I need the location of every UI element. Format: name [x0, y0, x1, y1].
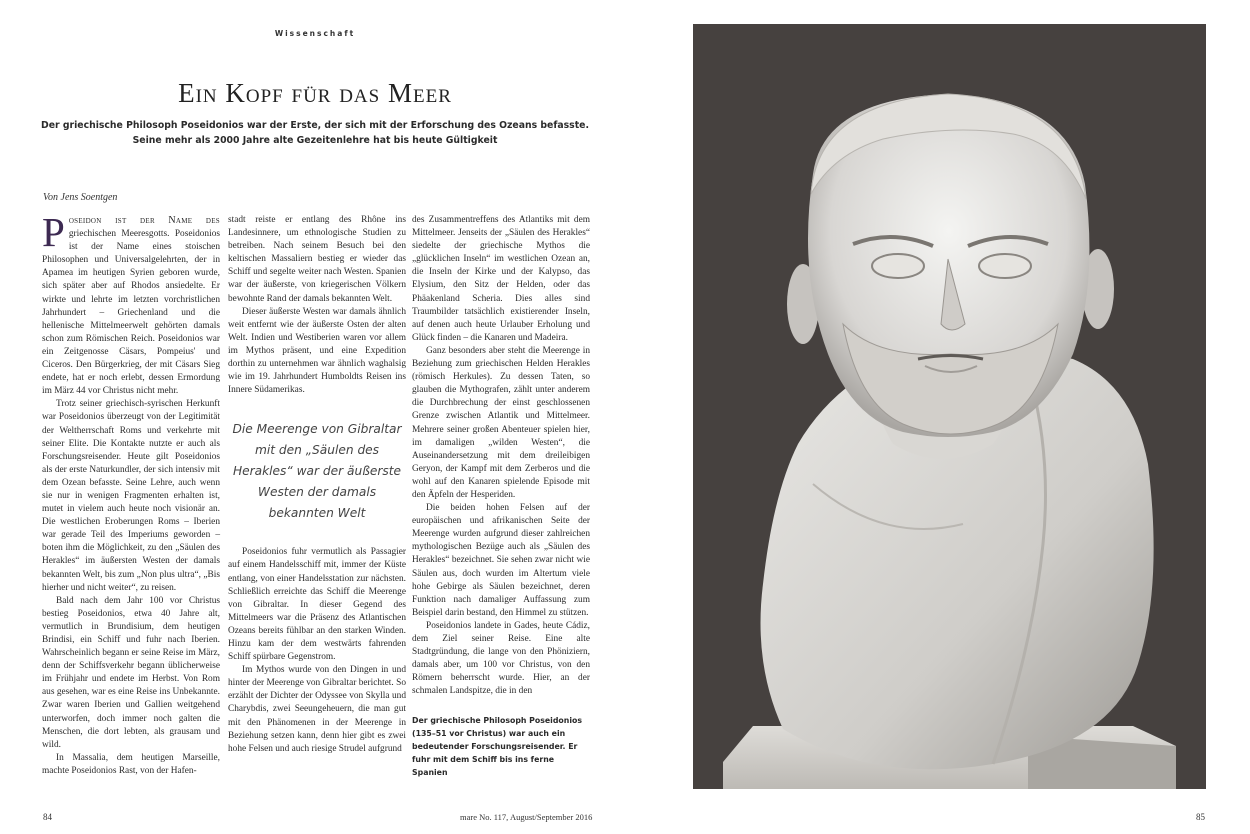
- paragraph: des Zusammentreffens des Atlantiks mit dem Mittelmeer. Jenseits der „Säulen des Herakles“ siedelte der griechische Mythos die „glücklichen Inseln“ im westlichen Ozean an, die Inseln der Kirke und der Kalypso, das Elysium, den Sitz der Helden, oder das Phäakenland Scheria. Dies alles sind Traumbilder tatsächlich existierender Inseln, auf denen auch heute Urlauber Erholung und Glück finden – die Kanaren und Madeira.: [412, 215, 590, 343]
- bust-illustration: [693, 24, 1206, 789]
- pull-quote: Die Meerenge von Gibraltar mit den „Säulen des Herakles“ war der äußerste Westen der damals bekannten Welt: [232, 422, 402, 521]
- page-number-left: 84: [43, 812, 52, 822]
- text-column-2: [228, 214, 406, 756]
- lead-paragraph: [42, 209, 220, 398]
- paragraph: stadt reiste er entlang des Rhône ins Landesinnere, um ethnologische Studien zu betreiben. Nach seinem Besuch bei den keltischen Massaliern bestieg er wieder das Schiff und segelte weiter nach Westen. Spanien war der äußerste, von kriegerischen Völkern bewohnte Rand der damals bekannten Welt.: [228, 215, 406, 304]
- issue-footer: mare No. 117, August/September 2016: [460, 812, 593, 822]
- section-label: Wissenschaft: [274, 29, 356, 38]
- subhead-line-2: Seine mehr als 2000 Jahre alte Gezeitenlehre hat bis heute Gültigkeit: [132, 135, 498, 146]
- paragraph: Poseidonios fuhr vermutlich als Passagier auf einem Handelsschiff mit, immer der Küste entlang, von einer Handelsstation zur nächsten. Schließlich erreichte das Schiff die Meerenge von Gibraltar. In dieser Gegend des Mittelmeers war die Präsenz des Atlantischen Ozeans bereits fühlbar an den starken Winden. Hinzu kam der dem westwärts fahrenden Schiff spürbare Gegenstrom.: [228, 547, 406, 663]
- subhead-line-1: Der griechische Philosoph Poseidonios war der Erste, der sich mit der Erforschung des Ozeans befasste.: [41, 120, 589, 131]
- article-headline: Ein Kopf für das Meer: [178, 78, 452, 108]
- lead-in: oseidon ist der Name des: [68, 215, 220, 226]
- paragraph: Bald nach dem Jahr 100 vor Christus bestieg Poseidonios, etwa 40 Jahre alt, vermutlich in Brundisium, dem heutigen Brindisi, ein Schiff und fuhr nach Iberien. Wahrscheinlich begann er seine Reise im März, denn der Schiffsverkehr begann üblicherweise im Frühjahr und endete im Herbst. Von Rom aus gesehen, war es eine Reise ins Unbekannte. Zwar waren Iberien und Gallien weitgehend unterworfen, doch immer noch galten die Menschen, die dort lebten, als grausam und wild.: [42, 595, 221, 750]
- photo-caption: Der griechische Philosoph Poseidonios (135–51 vor Christus) war auch ein bedeutender Forschungsreisender. Er fuhr mit dem Schiff bis ins ferne Spanien: [412, 716, 583, 778]
- byline: Von Jens Soentgen: [43, 192, 118, 203]
- paragraph: Im Mythos wurde von den Dingen in und hinter der Meerenge von Gibraltar berichtet. So erzählt der Dichter der Odyssee von Skylla und Charybdis, zwei Seeungeheuern, die man gut mit den Phänomenen in der Meerenge in Beziehung setzen kann, denn hier gibt es zwei hohe Felsen und auch riesige Strudel aufgrund: [228, 665, 406, 754]
- text-column-3-wrapper: [412, 214, 590, 779]
- drop-cap: P: [42, 209, 65, 255]
- left-eye: [872, 254, 924, 278]
- paragraph: Ganz besonders aber steht die Meerenge in Beziehung zum griechischen Helden Herakles (römisch Herkules). Zu dessen Taten, so glauben die Mythografen, zählt unter anderem die Durchbrechung der einst geschlossenen Grenze zwischen Atlantik und Mittelmeer. Mehrere seiner großen Abenteuer spielen hier, im damaligen „wilden Westen“, die Auseinandersetzung mit dem dreileibigen Geryon, der Kampf mit dem Zerberos und die wohl auf den Kanaren spielende Episode mit den Äpfeln der Hesperiden.: [412, 345, 590, 500]
- paragraph: Trotz seiner griechisch-syrischen Herkunft war Poseidonios überzeugt von der Legitimität der Weltherrschaft Roms und verkehrte mit seiner Elite. Die Kontakte nutzte er auch als Forschungsreisender. Heute gilt Poseidonios als der erste Naturkundler, der sich intensiv mit dem Ozean befasste. Seine Lehre, auch wenn sie nur in wenigen Fragmenten erhalten ist, mutet in vielem auch heute noch visionär an. Die westlichen Eroberungen Roms – Iberien war gerade Teil des Imperiums geworden – boten ihm die Möglichkeit, zu den „Säulen des Herakles“ im äußersten Westen der damals bekannten Welt, bis zum „Non plus ultra“, „Bis hierher und nicht weiter“, zu reisen.: [42, 399, 220, 593]
- paragraph: In Massalia, dem heutigen Marseille, machte Poseidonios Rast, von der Hafen-: [42, 752, 220, 776]
- paragraph: Poseidonios landete in Gades, heute Cádiz, dem Ziel seiner Reise. Eine alte Stadtgründung, die lange von den Phöniziern, damals aber, um 100 vor Christus, von den Römern beherrscht wurde. Hier, an der schmalen Landspitze, die in den: [412, 620, 590, 697]
- article-subhead: [20, 118, 610, 148]
- page-number-right: 85: [1196, 812, 1205, 822]
- text-column-3: [412, 214, 590, 698]
- bust-photo: [693, 24, 1206, 789]
- text-column-1: [42, 209, 221, 778]
- paragraph-text: griechischen Meeresgotts. Poseidonios ist der Name eines stoischen Philosophen und Universalgelehrten, der in Apamea im heutigen Syrien geboren wurde, sich später aber auf Rhodos ansiedelte. Er wirkte und lehrte im letzten vorchristlichen Jahrhundert – Griechenland und die hellenische Mittelmeerwelt gehörten damals schon zum Römischen Reich. Poseidonios war ein Zeitgenosse Cäsars, Pompeius' und Ciceros. Den Bürgerkrieg, der mit Cäsars Sieg endete, hat er noch erlebt, dessen Ermordung im März 44 vor Christus nicht mehr.: [42, 229, 220, 397]
- paragraph: Die beiden hohen Felsen auf der europäischen und afrikanischen Seite der Meerenge wurden aufgrund dieser zahlreichen mythologischen Bezüge auch als „Säulen des Herakles“ bezeichnet. Sie sehen zwar nicht wie Säulen aus, doch wurden im Altertum viele hohe Gebirge als Säulen bezeichnet, deren Funktion nach damaliger Auffassung zum Beispiel darin bestand, den Himmel zu stützen.: [412, 503, 590, 618]
- right-eye: [979, 254, 1031, 278]
- right-page: [630, 0, 1250, 834]
- paragraph: Dieser äußerste Westen war damals ähnlich weit entfernt wie der äußerste Osten der alten Welt. Indien und Westiberien waren vor allem im Mythos präsent, und eine Expedition dorthin zu unternehmen war ähnlich waghalsig wie im 19. Jahrhundert Humboldts Reisen ins Innere Südamerikas.: [228, 306, 406, 396]
